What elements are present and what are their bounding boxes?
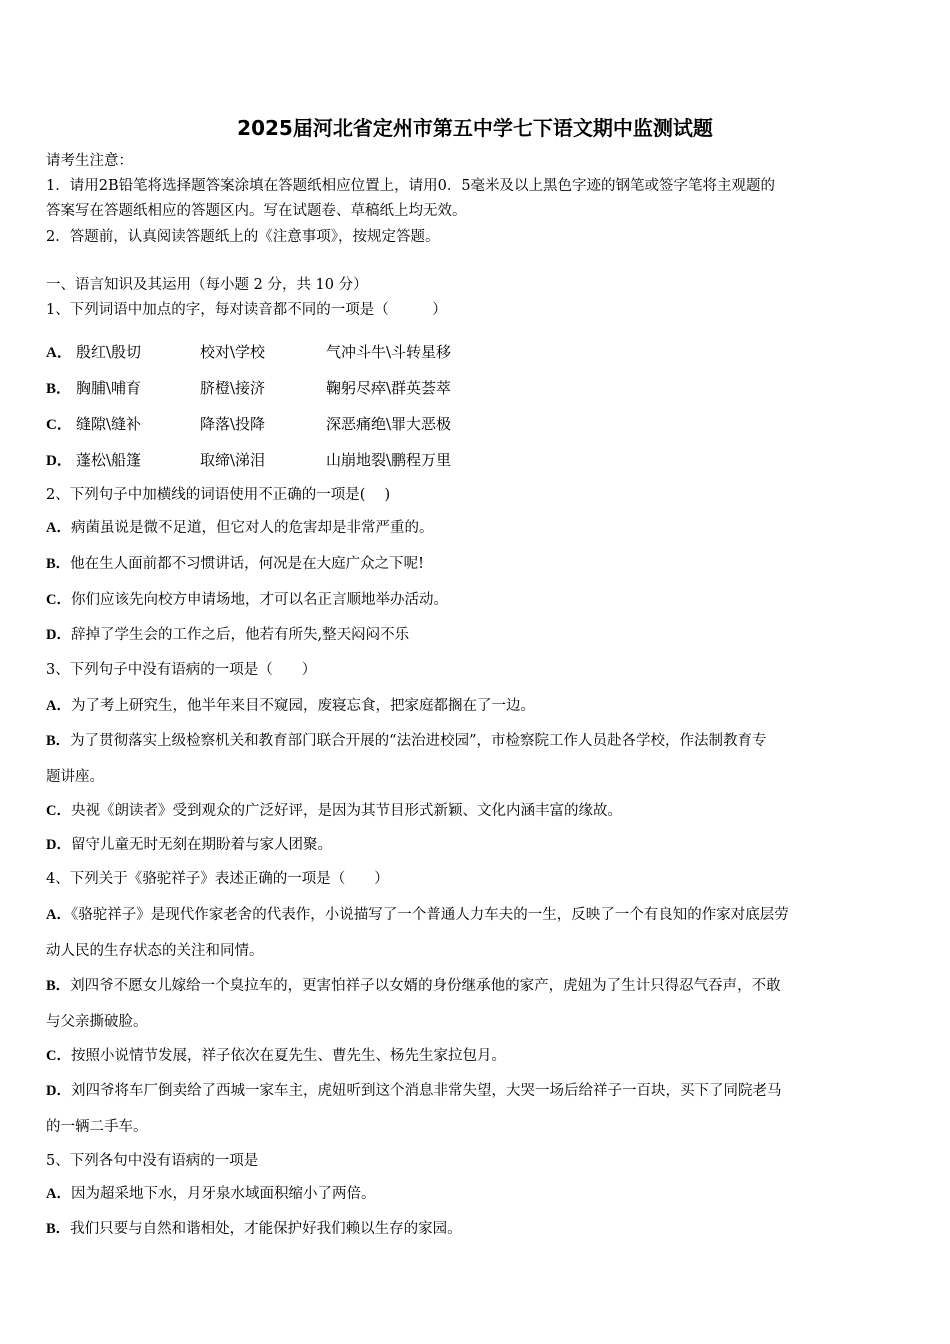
option-label: A． — [46, 907, 71, 923]
option-word-pair-1: 缝隙\缝补 — [76, 415, 142, 433]
option-label: B． — [46, 556, 71, 572]
option-word-pair-3: 深恶痛绝\罪大恶极 — [326, 415, 452, 433]
question-1-stem: 1、下列词语中加点的字，每对读音都不同的一项是（ ） — [46, 302, 447, 318]
q1-option-d — [46, 449, 646, 471]
q2-option-a — [46, 518, 433, 538]
q5-option-a — [46, 1184, 375, 1204]
q4-option-d-line-2: 的一辆二手车。 — [46, 1119, 148, 1135]
option-word-pair-3: 山崩地裂\鹏程万里 — [326, 451, 452, 469]
option-label: A． — [46, 520, 71, 536]
q3-option-d — [46, 835, 332, 855]
q3-option-b-line-1 — [46, 731, 767, 751]
option-text: 辞掉了学生会的工作之后，他若有所失,整天闷闷不乐 — [70, 627, 410, 643]
option-word-pair-3: 气冲斗牛\斗转星移 — [326, 343, 452, 361]
option-text: 《骆驼祥子》是现代作家老舍的代表作，小说描写了一个普通人力车夫的一生，反映了一个有良知的作家对底层劳 — [70, 907, 789, 923]
option-label: A． — [46, 698, 71, 714]
option-label: D． — [46, 627, 71, 643]
option-label: C． — [46, 592, 71, 608]
option-text: 为了贯彻落实上级检察机关和教育部门联合开展的“法治进校园”，市检察院工作人员赴各学校，作法制教育专 — [70, 733, 767, 749]
q4-option-d-line-1 — [46, 1081, 781, 1101]
option-word-pair-3: 鞠躬尽瘁\群英荟萃 — [326, 379, 452, 397]
option-text: 我们只要与自然和谐相处，才能保护好我们赖以生存的家园。 — [70, 1221, 462, 1237]
option-label: D． — [46, 1083, 71, 1099]
option-word-pair-2: 脐橙\接济 — [200, 379, 266, 397]
option-text: 病菌虽说是微不足道，但它对人的危害却是非常严重的。 — [70, 520, 434, 536]
q2-option-c — [46, 590, 448, 610]
option-word-pair-1: 殷红\殷切 — [76, 343, 142, 361]
q1-option-c — [46, 413, 646, 435]
q3-option-a — [46, 696, 535, 716]
option-text: 央视《朗读者》受到观众的广泛好评，是因为其节目形式新颖、文化内涵丰富的缘故。 — [70, 803, 622, 819]
q2-option-b — [46, 554, 424, 574]
option-label: C． — [46, 803, 71, 819]
q1-option-a — [46, 341, 646, 363]
option-label: B． — [46, 978, 71, 994]
option-label: A． — [46, 1186, 71, 1202]
question-5-stem: 5、下列各句中没有语病的一项是 — [46, 1153, 259, 1169]
option-text: 你们应该先向校方申请场地，才可以名正言顺地举办活动。 — [70, 592, 448, 608]
option-label: C． — [46, 417, 72, 433]
q4-option-b-line-1 — [46, 976, 781, 996]
option-label: B． — [46, 1221, 71, 1237]
option-text: 按照小说情节发展，祥子依次在夏先生、曹先生、杨先生家拉包月。 — [70, 1048, 506, 1064]
q3-option-b-line-2: 题讲座。 — [46, 769, 104, 785]
option-text: 留守儿童无时无刻在期盼着与家人团聚。 — [70, 837, 332, 853]
notice-item-1-line-2: 答案写在答题纸相应的答题区内。写在试题卷、草稿纸上均无效。 — [46, 203, 467, 219]
question-4-stem: 4、下列关于《骆驼祥子》表述正确的一项是（ ） — [46, 871, 389, 887]
option-label: B． — [46, 733, 71, 749]
q4-option-a-line-1 — [46, 905, 789, 925]
q3-option-c — [46, 801, 622, 821]
question-2-stem: 2、下列句子中加横线的词语使用不正确的一项是( ) — [46, 487, 391, 503]
option-word-pair-2: 校对\学校 — [200, 343, 266, 361]
option-word-pair-1: 蓬松\船篷 — [76, 451, 142, 469]
option-label: B． — [46, 381, 72, 397]
option-text: 刘四爷不愿女儿嫁给一个臭拉车的，更害怕祥子以女婿的身份继承他的家产，虎妞为了生计只得忍气吞声，不敢 — [70, 978, 781, 994]
option-word-pair-2: 取缔\涕泪 — [200, 451, 266, 469]
notice-heading: 请考生注意： — [46, 153, 133, 169]
question-3-stem: 3、下列句子中没有语病的一项是（ ） — [46, 662, 317, 678]
option-word-pair-2: 降落\投降 — [200, 415, 266, 433]
q1-option-b — [46, 377, 646, 399]
notice-item-1-line-1: 1．请用2B铅笔将选择题答案涂填在答题纸相应位置上，请用0．5毫米及以上黑色字迹的钢笔或签字笔将主观题的 — [46, 178, 776, 194]
q5-option-b — [46, 1219, 462, 1239]
option-label: C． — [46, 1048, 71, 1064]
notice-item-2: 2．答题前，认真阅读答题纸上的《注意事项》，按规定答题。 — [46, 229, 440, 245]
option-text: 刘四爷将车厂倒卖给了西城一家车主，虎妞听到这个消息非常失望，大哭一场后给祥子一百块，买下了同院老马 — [70, 1083, 782, 1099]
page-title: 2025届河北省定州市第五中学七下语文期中监测试题 — [237, 116, 713, 140]
option-text: 为了考上研究生，他半年来目不窥园，废寝忘食，把家庭都搁在了一边。 — [70, 698, 535, 714]
q4-option-b-line-2: 与父亲撕破脸。 — [46, 1014, 148, 1030]
option-text: 他在生人面前都不习惯讲话，何况是在大庭广众之下呢! — [70, 556, 424, 572]
option-label: D． — [46, 837, 71, 853]
option-label: A． — [46, 345, 72, 361]
q2-option-d — [46, 625, 409, 645]
q4-option-c — [46, 1046, 506, 1066]
q4-option-a-line-2: 动人民的生存状态的关注和同情。 — [46, 943, 264, 959]
option-label: D． — [46, 453, 72, 469]
section-heading: 一、语言知识及其运用（每小题 2 分，共 10 分） — [46, 277, 368, 293]
option-text: 因为超采地下水，月牙泉水域面积缩小了两倍。 — [70, 1186, 376, 1202]
option-word-pair-1: 胸脯\哺育 — [76, 379, 142, 397]
